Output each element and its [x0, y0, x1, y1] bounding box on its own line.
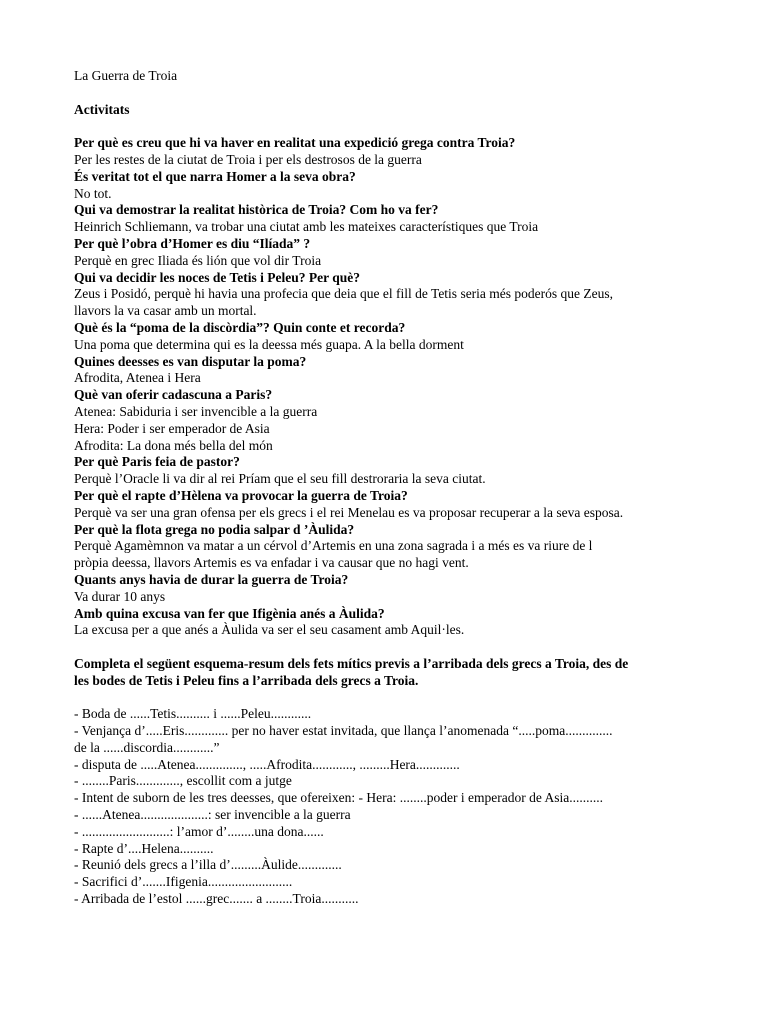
document-title: La Guerra de Troia	[74, 68, 178, 83]
scheme-item: - ..........................: l’amor d’........una dona......	[74, 823, 324, 839]
answer: Perquè va ser una gran ofensa per els grecs i el rei Menelau es va proposar recuperar a la seva esposa.	[74, 504, 624, 520]
answer: La excusa per a que anés a Àulida va ser el seu casament amb Aquil·les.	[74, 622, 465, 638]
question: Quants anys havia de durar la guerra de Troia?	[74, 571, 349, 587]
answer: Per les restes de la ciutat de Troia i per els destrosos de la guerra	[74, 151, 422, 167]
scheme-item: - Intent de suborn de les tres deesses, que ofereixen: - Hera: ........poder i emperador de Asia..........	[74, 790, 603, 806]
question: Què és la “poma de la discòrdia”? Quin conte et recorda?	[74, 319, 406, 335]
question: Amb quina excusa van fer que Ifigènia anés a Àulida?	[74, 605, 385, 621]
question: És veritat tot el que narra Homer a la seva obra?	[74, 168, 356, 184]
answer: Va durar 10 anys	[74, 588, 166, 604]
question: Per què l’obra d’Homer es diu “Ilíada” ?	[74, 235, 311, 251]
answer: pròpia deessa, llavors Artemis es va enfadar i va causar que no hagi vent.	[74, 555, 469, 571]
answer: Una poma que determina qui es la deessa més guapa. A la bella dorment	[74, 336, 464, 352]
question: Qui va decidir les noces de Tetis i Peleu? Per què?	[74, 269, 360, 285]
answer: Atenea: Sabiduria i ser invencible a la guerra	[74, 403, 318, 419]
question: Quines deesses es van disputar la poma?	[74, 353, 307, 369]
instruction-line: les bodes de Tetis i Peleu fins a l’arribada dels grecs a Troia.	[74, 672, 419, 688]
answer: Perquè l’Oracle li va dir al rei Príam que el seu fill destroraria la seva ciutat.	[74, 471, 486, 487]
scheme-list	[74, 706, 724, 908]
answer: Zeus i Posidó, perquè hi havia una profecia que deia que el fill de Tetis seria més poderós que Zeus,	[74, 286, 614, 302]
answer: Heinrich Schliemann, va trobar una ciutat amb les mateixes característiques que Troia	[74, 219, 539, 235]
question: Per què la flota grega no podia salpar d ’Àulida?	[74, 521, 355, 537]
scheme-item: - disputa de .....Atenea.............., .....Afrodita............, .........Hera.............	[74, 756, 460, 772]
scheme-item: de la ......discordia............”	[74, 739, 220, 755]
answer: Afrodita: La dona més bella del món	[74, 437, 273, 453]
section-heading: Activitats	[74, 101, 130, 117]
question-answer-list	[74, 135, 724, 639]
scheme-item: - Boda de ......Tetis.......... i ......Peleu............	[74, 706, 312, 722]
answer: Hera: Poder i ser emperador de Asia	[74, 420, 270, 436]
answer: Perquè Agamèmnon va matar a un cérvol d’Artemis en una zona sagrada i a més es va riure de l	[74, 538, 593, 554]
scheme-item: - Reunió dels grecs a l’illa d’.........Àulide.............	[74, 857, 342, 873]
question: Per què el rapte d’Hèlena va provocar la guerra de Troia?	[74, 487, 408, 503]
answer: No tot.	[74, 185, 112, 201]
answer: Perquè en grec Iliada és lión que vol dir Troia	[74, 252, 322, 268]
answer: llavors la va casar amb un mortal.	[74, 303, 257, 319]
document-body	[74, 68, 724, 908]
scheme-item: - ........Paris............., escollit com a jutge	[74, 773, 292, 789]
question: Per què Paris feia de pastor?	[74, 454, 240, 470]
question: Qui va demostrar la realitat històrica de Troia? Com ho va fer?	[74, 202, 439, 218]
answer: Afrodita, Atenea i Hera	[74, 370, 201, 386]
scheme-item: - ......Atenea....................: ser invencible a la guerra	[74, 807, 351, 823]
scheme-item: - Arribada de l’estol ......grec....... a ........Troia...........	[74, 891, 359, 907]
scheme-item: - Venjança d’.....Eris............. per no haver estat invitada, que llança l’anomenada “.....poma..............	[74, 723, 613, 739]
scheme-item: - Sacrifici d’.......Ifigenia.........................	[74, 874, 293, 890]
instruction-line: Completa el següent esquema-resum dels fets mítics previs a l’arribada dels grecs a Troia, des de	[74, 655, 629, 671]
question: Què van oferir cadascuna a Paris?	[74, 387, 273, 403]
scheme-item: - Rapte d’....Helena..........	[74, 840, 214, 856]
question: Per què es creu que hi va haver en realitat una expedició grega contra Troia?	[74, 135, 516, 151]
